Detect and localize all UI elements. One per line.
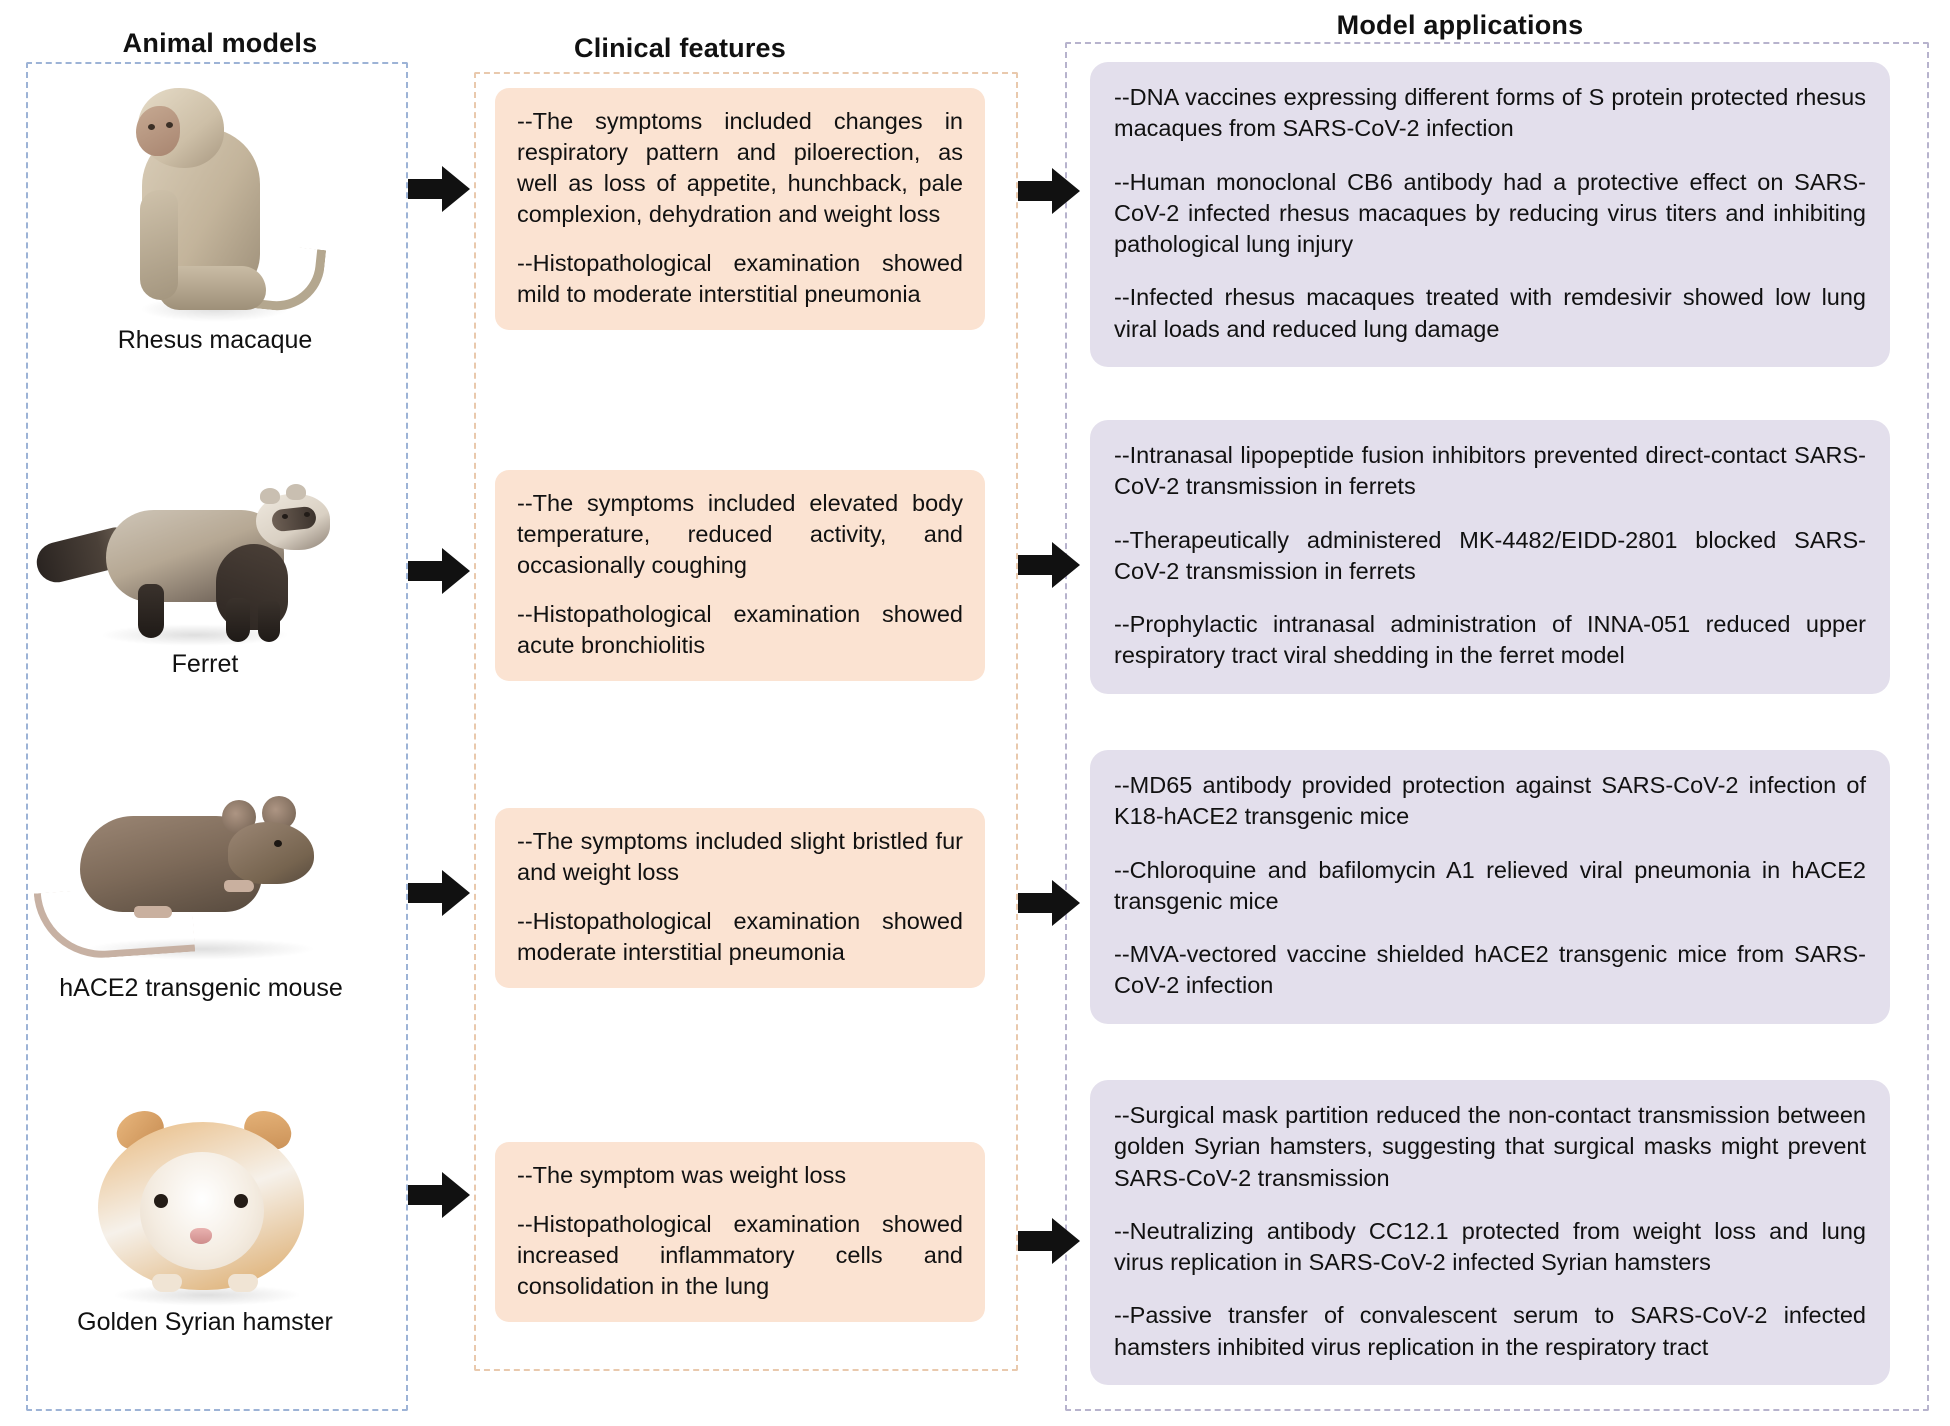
hamster-paw-right [228, 1274, 258, 1292]
macaque-face [136, 106, 180, 156]
model-applications-box-hamster [1090, 1080, 1890, 1385]
animal-label-ferret: Ferret [171, 650, 239, 678]
arrow-clinical-to-applications-1 [1018, 168, 1080, 214]
animal-cell-mouse [16, 760, 386, 1003]
application-text: --Surgical mask partition reduced the non-contact transmission between golden Syrian hamsters, suggesting that surgical masks might prevent SARS-CoV-2 transmission [1114, 1102, 1866, 1191]
arrow-animal-to-clinical-4 [408, 1172, 470, 1218]
mouse-foot-front [224, 880, 254, 892]
clinical-text: --Histopathological examination showed moderate interstitial pneumonia [517, 908, 963, 966]
macaque-eye-right [166, 122, 173, 128]
clinical-text: --The symptoms included slight bristled fur and weight loss [517, 828, 963, 886]
application-text: --Therapeutically administered MK-4482/EIDD-2801 blocked SARS-CoV-2 transmission in ferrets [1114, 526, 1866, 584]
ferret-ear-left [260, 488, 280, 504]
arrow-animal-to-clinical-2 [408, 548, 470, 594]
ferret-ear-right [286, 484, 306, 500]
hamster-face [140, 1152, 264, 1270]
animal-cell-ferret [20, 452, 390, 679]
application-text: --Infected rhesus macaques treated with remdesivir showed low lung viral loads and reduced lung damage [1114, 284, 1866, 342]
arrow-clinical-to-applications-2 [1018, 542, 1080, 588]
ferret-leg-front [226, 598, 250, 642]
ferret-eye-left [282, 514, 288, 519]
model-applications-box-rhesus [1090, 62, 1890, 367]
application-text: --Passive transfer of convalescent serum to SARS-CoV-2 infected hamsters inhibited virus replication in the respiratory tract [1114, 1302, 1866, 1360]
application-text: --Human monoclonal CB6 antibody had a protective effect on SARS-CoV-2 infected rhesus macaques by reducing virus titers and inhibiting pathological lung injury [1114, 168, 1866, 257]
clinical-text: --The symptom was weight loss [517, 1162, 847, 1188]
arrow-clinical-to-applications-3 [1018, 880, 1080, 926]
clinical-text: --Histopathological examination showed mild to moderate interstitial pneumonia [517, 250, 963, 308]
hamster-eye-right [234, 1194, 248, 1208]
mouse-foot-rear [134, 906, 172, 918]
application-text: --Intranasal lipopeptide fusion inhibitors prevented direct-contact SARS-CoV-2 transmission in ferrets [1114, 442, 1866, 500]
macaque-eye-left [148, 124, 155, 130]
golden-syrian-hamster-photo [20, 1078, 390, 1298]
clinical-text: --The symptoms included changes in respiratory pattern and piloerection, as well as loss of appetite, hunchback, pale complexion, dehydration and weight loss [517, 108, 963, 228]
macaque-arm [140, 190, 178, 300]
column-header-clinical-features: Clinical features [574, 33, 786, 63]
application-text: --Neutralizing antibody CC12.1 protected from weight loss and lung virus replication in SARS-CoV-2 infected Syrian hamsters [1114, 1217, 1866, 1275]
application-text: --MD65 antibody provided protection against SARS-CoV-2 infection of K18-hACE2 transgenic mice [1114, 772, 1866, 830]
animal-cell-rhesus-macaque [30, 70, 400, 355]
arrow-animal-to-clinical-1 [408, 166, 470, 212]
animal-label-mouse: hACE2 transgenic mouse [59, 974, 343, 1002]
clinical-features-box-rhesus [495, 88, 985, 330]
animal-label-hamster: Golden Syrian hamster [77, 1308, 333, 1336]
ferret-leg-rear [138, 584, 164, 638]
clinical-features-box-mouse [495, 808, 985, 988]
ferret-photo [20, 452, 390, 602]
animal-cell-hamster [20, 1078, 390, 1337]
column-header-animal-models: Animal models [122, 28, 318, 58]
arrow-animal-to-clinical-3 [408, 870, 470, 916]
clinical-text: --The symptoms included elevated body temperature, reduced activity, and occasionally coughing [517, 490, 963, 579]
ferret-eye-right [304, 512, 310, 517]
hamster-paw-left [152, 1274, 182, 1292]
animal-label-rhesus-macaque: Rhesus macaque [117, 326, 313, 354]
clinical-text: --Histopathological examination showed acute bronchiolitis [517, 601, 963, 659]
application-text: --DNA vaccines expressing different forms of S protein protected rhesus macaques from SARS-CoV-2 infection [1114, 84, 1866, 142]
ferret-leg-front-2 [258, 600, 280, 642]
clinical-text: --Histopathological examination showed increased inflammatory cells and consolidation in the lung [517, 1211, 963, 1300]
mouse-photo [16, 760, 386, 960]
clinical-features-box-ferret [495, 470, 985, 681]
hamster-nose [190, 1228, 212, 1244]
model-applications-box-ferret [1090, 420, 1890, 694]
column-header-model-applications: Model applications [1336, 10, 1584, 40]
application-text: --MVA-vectored vaccine shielded hACE2 transgenic mice from SARS-CoV-2 infection [1114, 941, 1866, 999]
application-text: --Chloroquine and bafilomycin A1 relieved viral pneumonia in hACE2 transgenic mice [1114, 856, 1866, 914]
model-applications-box-mouse [1090, 750, 1890, 1024]
clinical-features-box-hamster [495, 1142, 985, 1322]
mouse-head [228, 822, 314, 884]
application-text: --Prophylactic intranasal administration of INNA-051 reduced upper respiratory tract viral shedding in the ferret model [1114, 611, 1866, 669]
arrow-clinical-to-applications-4 [1018, 1218, 1080, 1264]
hamster-eye-left [154, 1194, 168, 1208]
rhesus-macaque-photo [30, 70, 400, 320]
mouse-eye [274, 840, 282, 847]
